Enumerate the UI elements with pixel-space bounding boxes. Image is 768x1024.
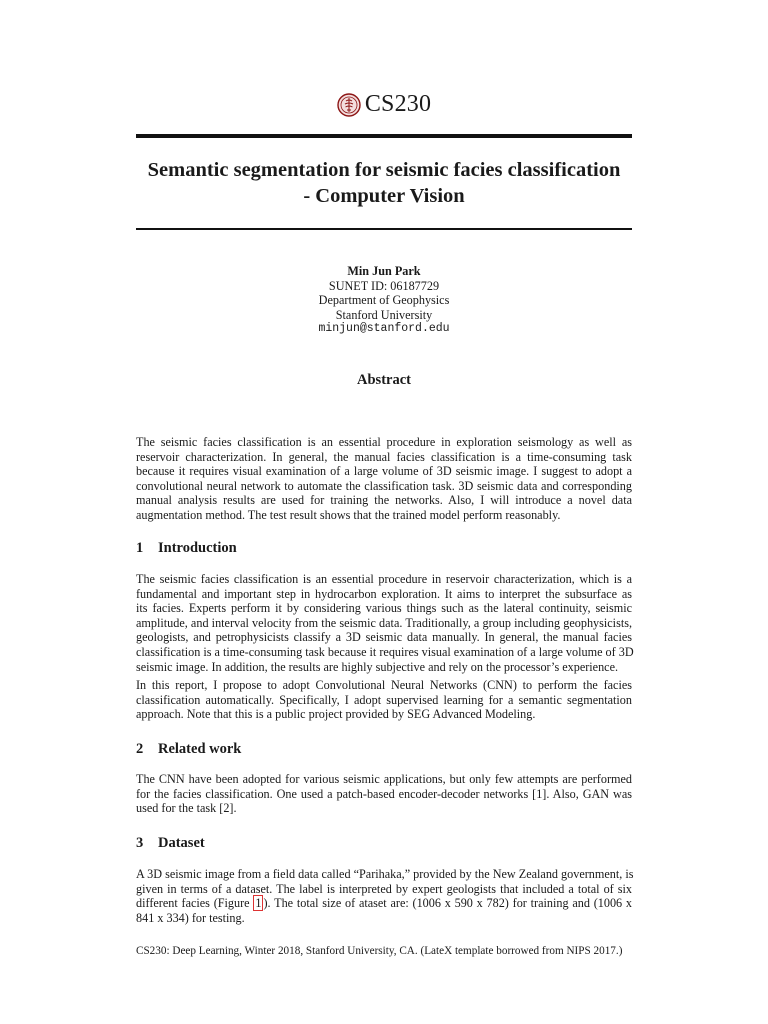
abstract-line: because it requires visual examination of a large volume of 3D seismic image. I suggest to adopt a: [136, 464, 632, 479]
section-title: Dataset: [158, 835, 205, 851]
top-rule: [136, 134, 632, 138]
dataset-paragraph: [136, 867, 632, 925]
abstract-line: reservoir characterization. In general, the manual facies classification is a time-consuming task: [136, 449, 632, 464]
text-line: classification automatically. Specifically, I adopt supervised learning for a semantic segmentation: [136, 692, 632, 707]
figure-reference-link[interactable]: 1: [255, 896, 262, 911]
abstract-heading: Abstract: [357, 372, 411, 388]
section-title: Related work: [158, 741, 242, 757]
text-line: classification is a time-consuming task because it requires visual examination of a large volume of 3D: [136, 644, 634, 659]
abstract-text: [136, 435, 632, 523]
text-line: used for the task [2].: [136, 801, 237, 816]
section-title: Introduction: [158, 540, 237, 556]
text-line: In this report, I propose to adopt Convolutional Neural Networks (CNN) to perform the facies: [136, 678, 632, 692]
text-line: 841 x 334) for testing.: [136, 910, 245, 925]
text-fragment: different facies (Figure: [136, 896, 254, 911]
logo-text: CS230: [364, 91, 432, 117]
author-block: [0, 264, 768, 337]
author-email[interactable]: minjun@stanford.edu: [318, 322, 450, 335]
abstract-line: convolutional neural network to automate the classification task. 3D seismic data and corresponding: [136, 478, 632, 493]
text-line: given in terms of a dataset. The label is interpreted by expert geologists that included a total of six: [136, 881, 632, 896]
stanford-seal-icon: [337, 93, 361, 117]
text-line: approach. Note that this is a public project provided by SEG Advanced Modeling.: [136, 707, 536, 722]
section-number: 3: [136, 835, 144, 851]
text-line: geologists, and petrophysicists classify a 3D seismic data manually. In general, the manual facies: [136, 630, 632, 645]
title-line-1: Semantic segmentation for seismic facies classification: [147, 159, 621, 181]
abstract-line: augmentation method. The test result shows that the trained model perform reasonably.: [136, 507, 561, 522]
section-heading-dataset: [136, 835, 205, 852]
text-line: The seismic facies classification is an essential procedure in reservoir characterization, which is a: [136, 572, 632, 586]
text-line: fundamental and important step in hydrocarbon exploration. It aims to interpret the subsurface as: [136, 586, 632, 601]
author-university: Stanford University: [335, 307, 433, 322]
abstract-line: The seismic facies classification is an essential procedure in exploration seismology as well as: [136, 435, 632, 449]
abstract-line: manual analysis results are used for training the networks. Also, I will introduce a novel data: [136, 493, 632, 508]
page-footnote: CS230: Deep Learning, Winter 2018, Stanford University, CA. (LateX template borrowed from NIPS 2017.): [136, 945, 623, 957]
paper-title: [136, 157, 632, 209]
author-department: Department of Geophysics: [318, 293, 450, 307]
section-number: 2: [136, 741, 144, 757]
title-line-2: - Computer Vision: [303, 185, 465, 207]
text-line: amplitude, and interval velocity from the seismic data. Traditionally, a group including geophysicists,: [136, 615, 632, 630]
title-bottom-rule: [136, 228, 632, 230]
text-line: its facies. Experts perform it by considering various things such as the lateral continuity, seismic: [136, 601, 632, 616]
intro-paragraph-2: [136, 678, 632, 722]
intro-paragraph-1: [136, 572, 632, 674]
course-logo: [0, 91, 768, 118]
related-work-paragraph: [136, 772, 632, 816]
text-line: [136, 896, 632, 911]
text-line: The CNN have been adopted for various seismic applications, but only few attempts are performed: [136, 772, 632, 786]
text-fragment: ). The total size of ataset are: (1006 x 590 x 782) for training and (1006 x: [263, 896, 633, 911]
author-sunet: SUNET ID: 06187729: [328, 278, 440, 293]
author-name: Min Jun Park: [347, 264, 421, 278]
text-line: for the facies classification. One used a patch-based encoder-decoder networks [1]. Also, GAN was: [136, 786, 632, 801]
text-line: seismic image. In addition, the results are highly subjective and rely on the processor’s experience.: [136, 659, 619, 674]
section-heading-introduction: [136, 540, 237, 557]
section-number: 1: [136, 540, 144, 556]
section-heading-related-work: [136, 741, 241, 758]
text-line: A 3D seismic image from a field data called “Parihaka,” provided by the New Zealand government, is: [136, 867, 634, 881]
